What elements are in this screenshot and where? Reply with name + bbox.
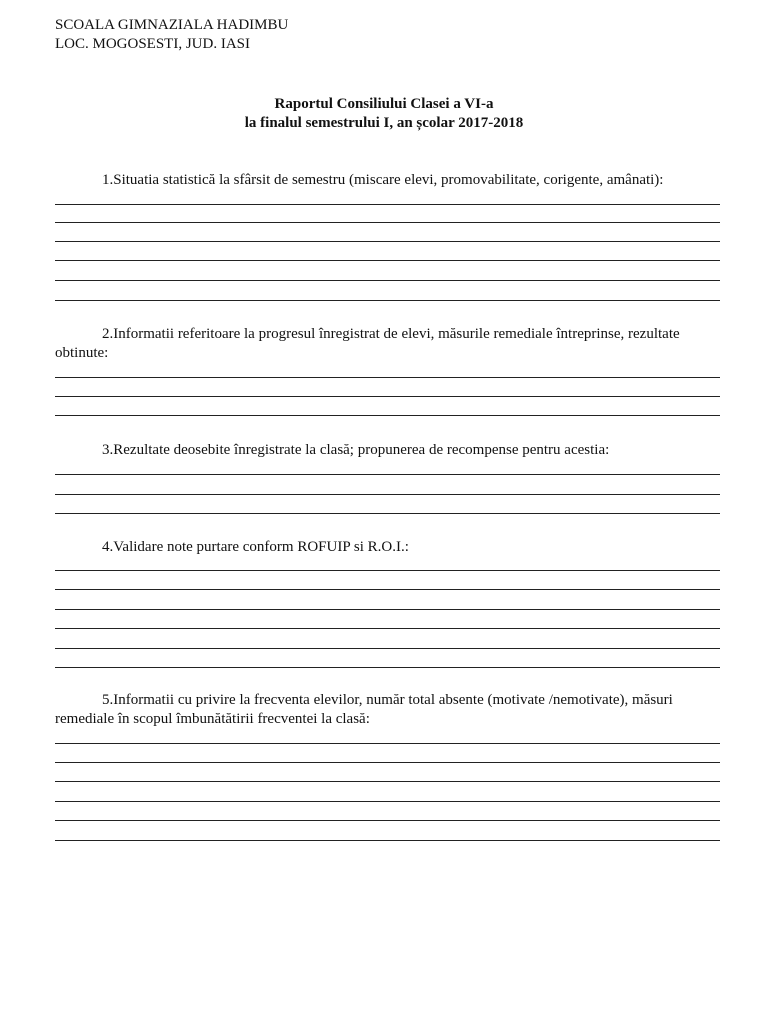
question-1-text: 1.Situatia statistică la sfârsit de semestru (miscare elevi, promovabilitate, corigente, amânati): [102,172,664,188]
question-5-text-continued: remediale în scopul îmbunătătirii frecventei la clasă: [55,711,370,727]
question-4 [55,538,721,557]
answer-line [55,762,720,763]
question-3-text: 3.Rezultate deosebite înregistrate la clasă; propunerea de recompense pentru acestia: [102,442,610,458]
question-4-text: 4.Validare note purtare conform ROFUIP si R.O.I.: [102,539,409,555]
answer-line [55,570,720,571]
answer-line [55,589,720,590]
answer-line [55,801,720,802]
answer-line [55,280,720,281]
answer-line [55,513,720,514]
answer-line [55,260,720,261]
answer-line [55,474,720,475]
answer-line [55,648,720,649]
answer-line [55,667,720,668]
school-location: LOC. MOGOSESTI, JUD. IASI [55,36,251,52]
answer-line [55,628,720,629]
question-2-text: 2.Informatii referitoare la progresul înregistrat de elevi, măsurile remediale întreprinse, rezultate [102,326,680,342]
question-2 [55,325,721,363]
question-5 [55,691,721,729]
answer-line [55,840,720,841]
report-subtitle: la finalul semestrului I, an școlar 2017-2018 [244,115,524,131]
answer-line [55,609,720,610]
answer-line [55,204,720,205]
question-3 [55,441,721,460]
question-5-text: 5.Informatii cu privire la frecventa elevilor, număr total absente (motivate /nemotivate), măsuri [102,692,673,708]
answer-line [55,222,720,223]
answer-line [55,377,720,378]
answer-line [55,396,720,397]
report-title: Raportul Consiliului Clasei a VI-a [274,96,494,112]
answer-line [55,781,720,782]
answer-line [55,300,720,301]
answer-line [55,494,720,495]
answer-line [55,241,720,242]
question-2-text-continued: obtinute: [55,345,109,361]
school-name: SCOALA GIMNAZIALA HADIMBU [55,17,289,33]
answer-line [55,820,720,821]
answer-line [55,743,720,744]
answer-line [55,415,720,416]
question-1 [55,171,721,190]
